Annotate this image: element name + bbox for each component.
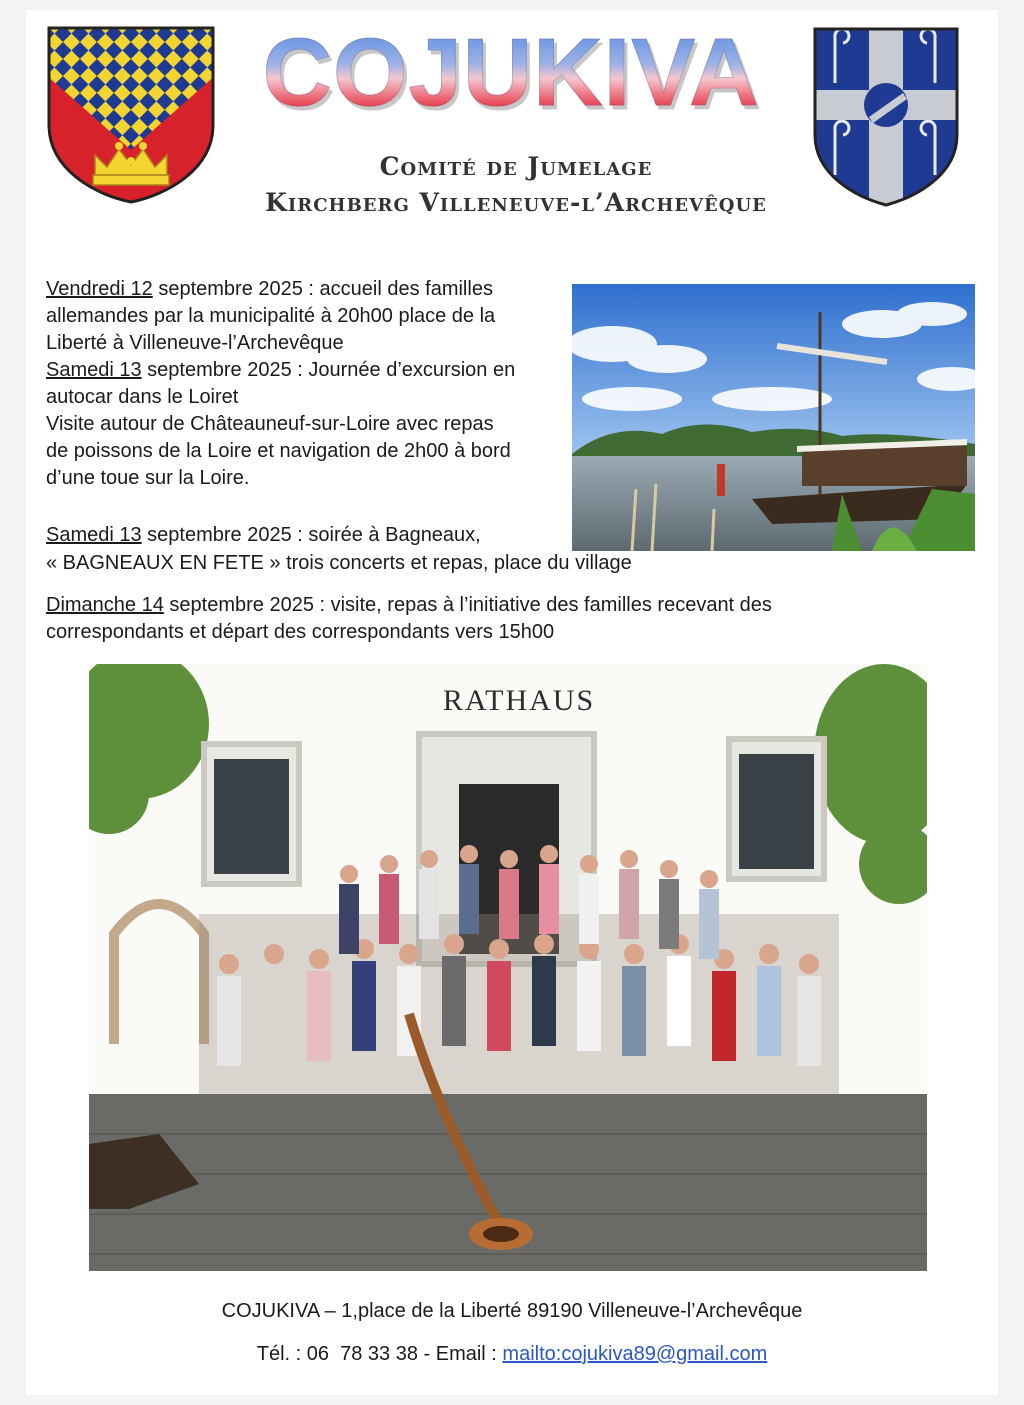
footer-contact — [26, 1343, 998, 1366]
program-friday-saturday — [46, 276, 556, 492]
organization-title: COJUKIVA — [221, 18, 801, 128]
saturday-text: septembre 2025 : Journée d’excursion en — [141, 359, 516, 381]
footer-address: COJUKIVA – 1,place de la Liberté 89190 Villeneuve-l’Archevêque — [221, 1300, 803, 1322]
subtitle-committee: Comité de Jumelage — [379, 152, 653, 181]
date-saturday-evening: Samedi 13 — [46, 524, 142, 546]
saturday-text: Visite autour de Châteauneuf-sur-Loire avec repas — [46, 413, 494, 435]
saturday-text: autocar dans le Loiret — [46, 386, 239, 408]
date-friday: Vendredi 12 — [46, 278, 153, 300]
group-photo-rathaus — [89, 664, 927, 1271]
saturday-text: de poissons de la Loire et navigation de 2h00 à bord — [46, 440, 511, 462]
friday-text: septembre 2025 : accueil des familles — [152, 278, 493, 300]
kirchberg-coat-of-arms — [46, 25, 216, 205]
sunday-text: correspondants et départ des correspondants vers 15h00 — [46, 621, 555, 643]
saturday-evening-text: septembre 2025 : soirée à Bagneaux, — [141, 524, 481, 546]
friday-text: allemandes par la municipalité à 20h00 place de la — [46, 305, 496, 327]
flyer-page — [26, 10, 998, 1395]
program-saturday-evening — [46, 522, 566, 549]
subtitle-towns: Kirchberg Villeneuve-l’Archevêque — [265, 188, 767, 217]
date-saturday: Samedi 13 — [46, 359, 142, 381]
saturday-text: d’une toue sur la Loire. — [46, 467, 250, 489]
email-link[interactable]: mailto:cojukiva89@gmail.com — [502, 1343, 768, 1365]
program-sunday — [46, 592, 964, 646]
sunday-text: septembre 2025 : visite, repas à l’initiative des familles recevant des — [163, 594, 772, 616]
friday-text: Liberté à Villeneuve-l’Archevêque — [46, 332, 344, 354]
phone-text: Tél. : 06 78 33 38 - Email : — [256, 1343, 503, 1365]
date-sunday: Dimanche 14 — [46, 594, 164, 616]
program-saturday-evening-line2 — [46, 550, 746, 577]
saturday-evening-text: « BAGNEAUX EN FETE » trois concerts et repas, place du village — [46, 552, 632, 574]
rathaus-sign: RATHAUS — [442, 684, 596, 717]
villeneuve-coat-of-arms — [811, 25, 961, 210]
loire-boat-photo — [572, 284, 975, 551]
